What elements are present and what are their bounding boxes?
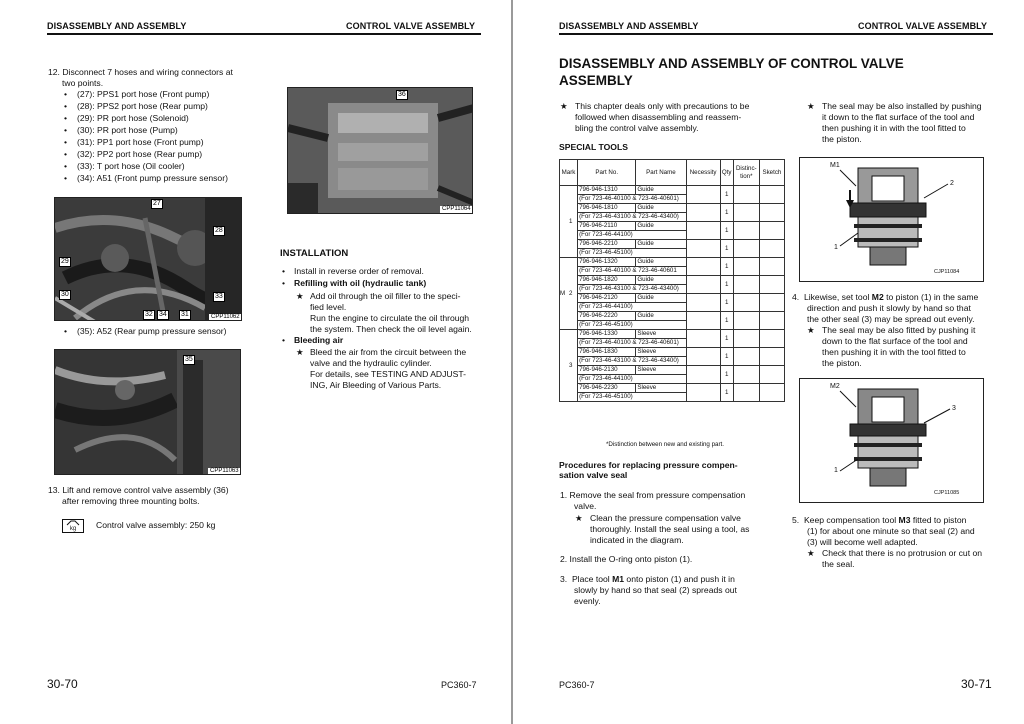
list-item: (32): PP2 port hose (Rear pump) — [77, 149, 203, 159]
list-item: (33): T port hose (Oil cooler) — [77, 161, 185, 171]
page-title-line2: ASSEMBLY — [559, 73, 633, 88]
left-header-rule — [47, 33, 481, 35]
step5-note: Check that there is no protrusion or cut on — [822, 548, 983, 558]
callout-35: 35 — [185, 356, 193, 363]
right-header-rule — [559, 33, 993, 35]
callout-32: 32 — [145, 311, 153, 318]
list-item: (27): PPS1 port hose (Front pump) — [77, 89, 210, 99]
figure-caption: CJP11085 — [934, 490, 960, 496]
installation-heading: INSTALLATION — [280, 248, 349, 259]
refill-line: fied level. — [310, 302, 347, 312]
step1-line: valve. — [574, 501, 597, 511]
list-item: (34): A51 (Front pump pressure sensor) — [77, 173, 228, 183]
table-row: 796-946-1830 Sleeve 1 — [560, 348, 785, 357]
special-tools-heading: SPECIAL TOOLS — [559, 142, 628, 152]
table-row: M 2 796-946-1320 Guide 1 — [560, 258, 785, 267]
step5-line: (3) will become well adapted. — [807, 537, 918, 547]
bleed-line: For details, see TESTING AND ADJUST- — [310, 369, 467, 379]
step4-line: 4. Likewise, set tool M2 to piston (1) in the same — [792, 292, 979, 302]
step4-line: the other seal (3) may be spread out evenly. — [807, 314, 975, 324]
right-page: DISASSEMBLY AND ASSEMBLY CONTROL VALVE ASSEMBLY DISASSEMBLY AND ASSEMBLY OF CONTROL VALVE ASSEMBLY ★ This chapter deals only with precautions to be followed when disassembling and reassem- bling the control valve assembly. SPECIAL TOOLS Mark Part No. Part Name Necessity Qty Distinc-tion* Sketch 1 796-946-1310 Guide 1 (For 723-46-40100 & 723-46-40601) 796-946-1810 Guide 1 (For 723-46-43100 & 723-46-43400) 796-946-2110 Guide 1 (For 723-46-44100) 796-946-2210 Guide 1 (For 723-46-45100) M 2 796-946-1320 Guide 1 (For 723-46-40100 & 723-46-40601 796-946-1820 Guide 1 (For 723-46-43100 & 723-46-43400) 796-946-2120 Guide 1 (For 723-46-44100) 796-946-2220 Guide 1 (For 723-46-45100) 3 796-946-1330 Sleeve 1 (For 723-46-40100 & 723-46-40601) 796-946-1830 Sleeve 1 (For 723-46-43100 & 723-46-43400) 796-946-2130 Sleeve 1 (For 723-46-44100) 796-946-2230 Sleeve 1 (For 723-46-45100) *Distinction between new and existing part. Procedures for replacing pressure compen- sation valve seal 1. Remove the seal from pressure compensation valve. ★ Clean the pressure compensation valve thoroughly. Install the seal using a tool, as indicated in the diagram. 2. Install the O-ring onto piston (1). 3. Place tool M1 onto piston (1) and push it in slowly by hand so that seal (2) spreads out evenly. ★ The seal may be also installed by pushing it down to the flat surface of the tool and then pushing it in with the tool fitted to the piston. M1 2 1 CJP11084 4. Likewise, set tool M2 to piston (1) in the same direction and push it slowly by hand so that the other seal (3) may be spread out evenly. ★ The seal may be also fitted by pushing it down to the flat surface of the tool and then pushing it in with the tool fitted to the piston. M2 3 1 CJP11085 5. Keep compensation tool M3 fitted to piston (1) for about one minute so that seal (2) and (3) will become well adapted. ★ Check that there is no protrusion or cut on the seal. PC360-7 30-71 — [513, 0, 1024, 724]
model-label: PC360-7 — [559, 680, 595, 690]
step12-title-cont: two points. — [62, 78, 104, 88]
step4-note: the piston. — [822, 358, 862, 368]
table-row: 1 796-946-1310 Guide 1 — [560, 186, 785, 195]
model-label: PC360-7 — [441, 680, 477, 690]
control-valve-photo — [287, 87, 473, 214]
col-header: Part Name — [636, 160, 686, 186]
right-header-chapter: CONTROL VALVE ASSEMBLY — [858, 21, 988, 31]
step13-line1: 13. Lift and remove control valve assembly (36) — [48, 485, 229, 495]
step5-line: 5. Keep compensation tool M3 fitted to piston — [792, 515, 967, 525]
step4-note: then pushing it in with the tool fitted to — [822, 347, 966, 357]
photo-caption: CPP11064 — [442, 206, 471, 212]
step1-note: Clean the pressure compensation valve — [590, 513, 741, 523]
left-header-section: DISASSEMBLY AND ASSEMBLY — [47, 21, 187, 31]
table-row: 796-946-2230 Sleeve 1 — [560, 384, 785, 393]
table-row: 796-946-2210 Guide 1 — [560, 240, 785, 249]
special-tools-table: Mark Part No. Part Name Necessity Qty Distinc-tion* Sketch 1 796-946-1310 Guide 1 (For 723-46-40100 & 723-46-40601) 796-946-1810 Guide 1 (For 723-46-43100 & 723-46-43400) 796-946-2110 Guide 1 (For 723-46-44100) 796-946-2210 Guide 1 (For 723-46-45100) M 2 796-946-1320 Guide 1 (For 723-46-40100 & 723-46-40601 796-946-1820 Guide 1 (For 723-46-43100 & 723-46-43400) 796-946-2120 Guide 1 (For 723-46-44100) 796-946-2220 Guide 1 (For 723-46-45100) 3 796-946-1330 Sleeve 1 (For 723-46-40100 & 723-46-40601) 796-946-1830 Sleeve 1 (For 723-46-43100 & 723-46-43400) 796-946-2130 Sleeve 1 (For 723-46-44100) 796-946-2230 Sleeve 1 (For 723-46-45100) — [559, 159, 785, 402]
list-item: (29): PR port hose (Solenoid) — [77, 113, 189, 123]
install-item: Refilling with oil (hydraulic tank) — [294, 278, 427, 288]
figure-caption: CJP11084 — [934, 269, 960, 275]
step12-title: 12. Disconnect 7 hoses and wiring connectors at — [48, 67, 233, 77]
refill-line: the system. Then check the oil level again. — [310, 324, 472, 334]
step13-line2: after removing three mounting bolts. — [62, 496, 200, 506]
callout-29: 29 — [61, 258, 69, 265]
step2-line: 2. Install the O-ring onto piston (1). — [560, 554, 693, 564]
col-header: Qty — [720, 160, 733, 186]
table-row: 796-946-2220 Guide 1 — [560, 312, 785, 321]
procedure-heading: sation valve seal — [559, 470, 628, 480]
page-number: 30-70 — [47, 677, 78, 691]
note-line: the piston. — [822, 134, 862, 144]
seal-install-diagram-m2 — [799, 378, 984, 503]
callout-31: 31 — [181, 311, 189, 318]
step1-note: indicated in the diagram. — [590, 535, 684, 545]
list-item: (28): PPS2 port hose (Rear pump) — [77, 101, 208, 111]
install-item: Bleeding air — [294, 335, 344, 345]
page-number: 30-71 — [961, 677, 992, 691]
callout-30: 30 — [61, 291, 69, 298]
photo-caption: CPP11063 — [210, 468, 239, 474]
table-row: 796-946-1820 Guide 1 — [560, 276, 785, 285]
step3-line: slowly by hand so that seal (2) spreads out — [574, 585, 737, 595]
sensor-35-item: (35): A52 (Rear pump pressure sensor) — [77, 326, 227, 336]
install-item: Install in reverse order of removal. — [294, 266, 424, 276]
table-footnote: *Distinction between new and existing part. — [606, 441, 724, 448]
part-label: 1 — [834, 244, 838, 251]
table-row: 796-946-2120 Guide 1 — [560, 294, 785, 303]
step4-note: down to the flat surface of the tool and — [822, 336, 968, 346]
col-header: Necessity — [686, 160, 720, 186]
part-label: 3 — [952, 405, 956, 412]
callout-27: 27 — [153, 200, 161, 207]
intro-line: followed when disassembling and reassem- — [575, 112, 742, 122]
step1-note: thoroughly. Install the seal using a tool, as — [590, 524, 750, 534]
step3-line: evenly. — [574, 596, 601, 606]
page-title-line1: DISASSEMBLY AND ASSEMBLY OF CONTROL VALVE — [559, 56, 904, 71]
part-label: 2 — [950, 180, 954, 187]
hose-connections-photo — [54, 197, 242, 321]
callout-33: 33 — [215, 293, 223, 300]
seal-install-diagram-m1 — [799, 157, 984, 282]
bleed-line: ING, Air Bleeding of Various Parts. — [310, 380, 442, 390]
tool-label-m1: M1 — [830, 162, 840, 169]
callout-34: 34 — [159, 311, 167, 318]
list-item: (30): PR port hose (Pump) — [77, 125, 178, 135]
bleed-line: Bleed the air from the circuit between the — [310, 347, 467, 357]
right-header-section: DISASSEMBLY AND ASSEMBLY — [559, 21, 699, 31]
rear-pump-sensor-photo — [54, 349, 241, 475]
bleed-line: valve and the hydraulic cylinder. — [310, 358, 432, 368]
procedure-heading: Procedures for replacing pressure compen- — [559, 460, 738, 470]
step3-line: 3. Place tool M1 onto piston (1) and push it in — [560, 574, 735, 584]
list-item: (31): PP1 port hose (Front pump) — [77, 137, 204, 147]
step5-line: (1) for about one minute so that seal (2) and — [807, 526, 975, 536]
step4-line: direction and push it slowly by hand so that — [807, 303, 971, 313]
step1-line: 1. Remove the seal from pressure compensation — [560, 490, 746, 500]
table-row: 796-946-2130 Sleeve 1 — [560, 366, 785, 375]
table-row: 796-946-2110 Guide 1 — [560, 222, 785, 231]
note-line: then pushing it in with the tool fitted to — [822, 123, 966, 133]
callout-28: 28 — [215, 227, 223, 234]
callout-36: 36 — [398, 91, 406, 98]
weight-icon: kg — [62, 519, 84, 533]
refill-line: Add oil through the oil filler to the speci- — [310, 291, 461, 301]
intro-line: This chapter deals only with precautions to be — [575, 101, 750, 111]
left-page: DISASSEMBLY AND ASSEMBLY CONTROL VALVE ASSEMBLY 12. Disconnect 7 hoses and wiring connectors at two points. • (27): PPS1 port hose (Front pump) • (28): PPS2 port hose (Rear pump) • (29): PR port hose (Solenoid) • (30): PR port hose (Pump) • (31): PP1 port hose (Front pump) • (32): PP2 port hose (Rear pump) • (33): T port hose (Oil cooler) • (34): A51 (Front pump pressure sensor) 27 28 29 30 32 34 31 33 CPP11062 • (35): A52 (Rear pump pressure sensor) 35 CPP11063 13. Lift and remove control valve assembly (36) after removing three mounting bolts. kg Control valve assembly: 250 kg 36 CPP11064 INSTALLATION • Install in reverse order of removal. • Refilling with oil (hydraulic tank) ★ Add oil through the oil filler to the speci- fied level. Run the engine to circulate the oil through the system. Then check the oil level again. • Bleeding air ★ Bleed the air from the circuit between the valve and the hydraulic cylinder. For details, see TESTING AND ADJUST- ING, Air Bleeding of Various Parts. 30-70 PC360-7 — [0, 0, 512, 724]
note-line: it down to the flat surface of the tool and — [822, 112, 975, 122]
col-header: Sketch — [759, 160, 784, 186]
refill-line: Run the engine to circulate the oil through — [310, 313, 470, 323]
tool-label-m2: M2 — [830, 383, 840, 390]
table-row: 3 796-946-1330 Sleeve 1 — [560, 330, 785, 339]
weight-text: Control valve assembly: 250 kg — [96, 520, 216, 530]
col-header: Mark — [560, 160, 578, 186]
col-header: Distinc-tion* — [733, 160, 759, 186]
part-label: 1 — [834, 467, 838, 474]
step5-note: the seal. — [822, 559, 855, 569]
col-header: Part No. — [578, 160, 636, 186]
step4-note: The seal may be also fitted by pushing it — [822, 325, 976, 335]
photo-caption: CPP11062 — [211, 314, 240, 320]
intro-line: bling the control valve assembly. — [575, 123, 699, 133]
note-line: The seal may be also installed by pushing — [822, 101, 982, 111]
left-header-chapter: CONTROL VALVE ASSEMBLY — [346, 21, 476, 31]
table-row: 796-946-1810 Guide 1 — [560, 204, 785, 213]
